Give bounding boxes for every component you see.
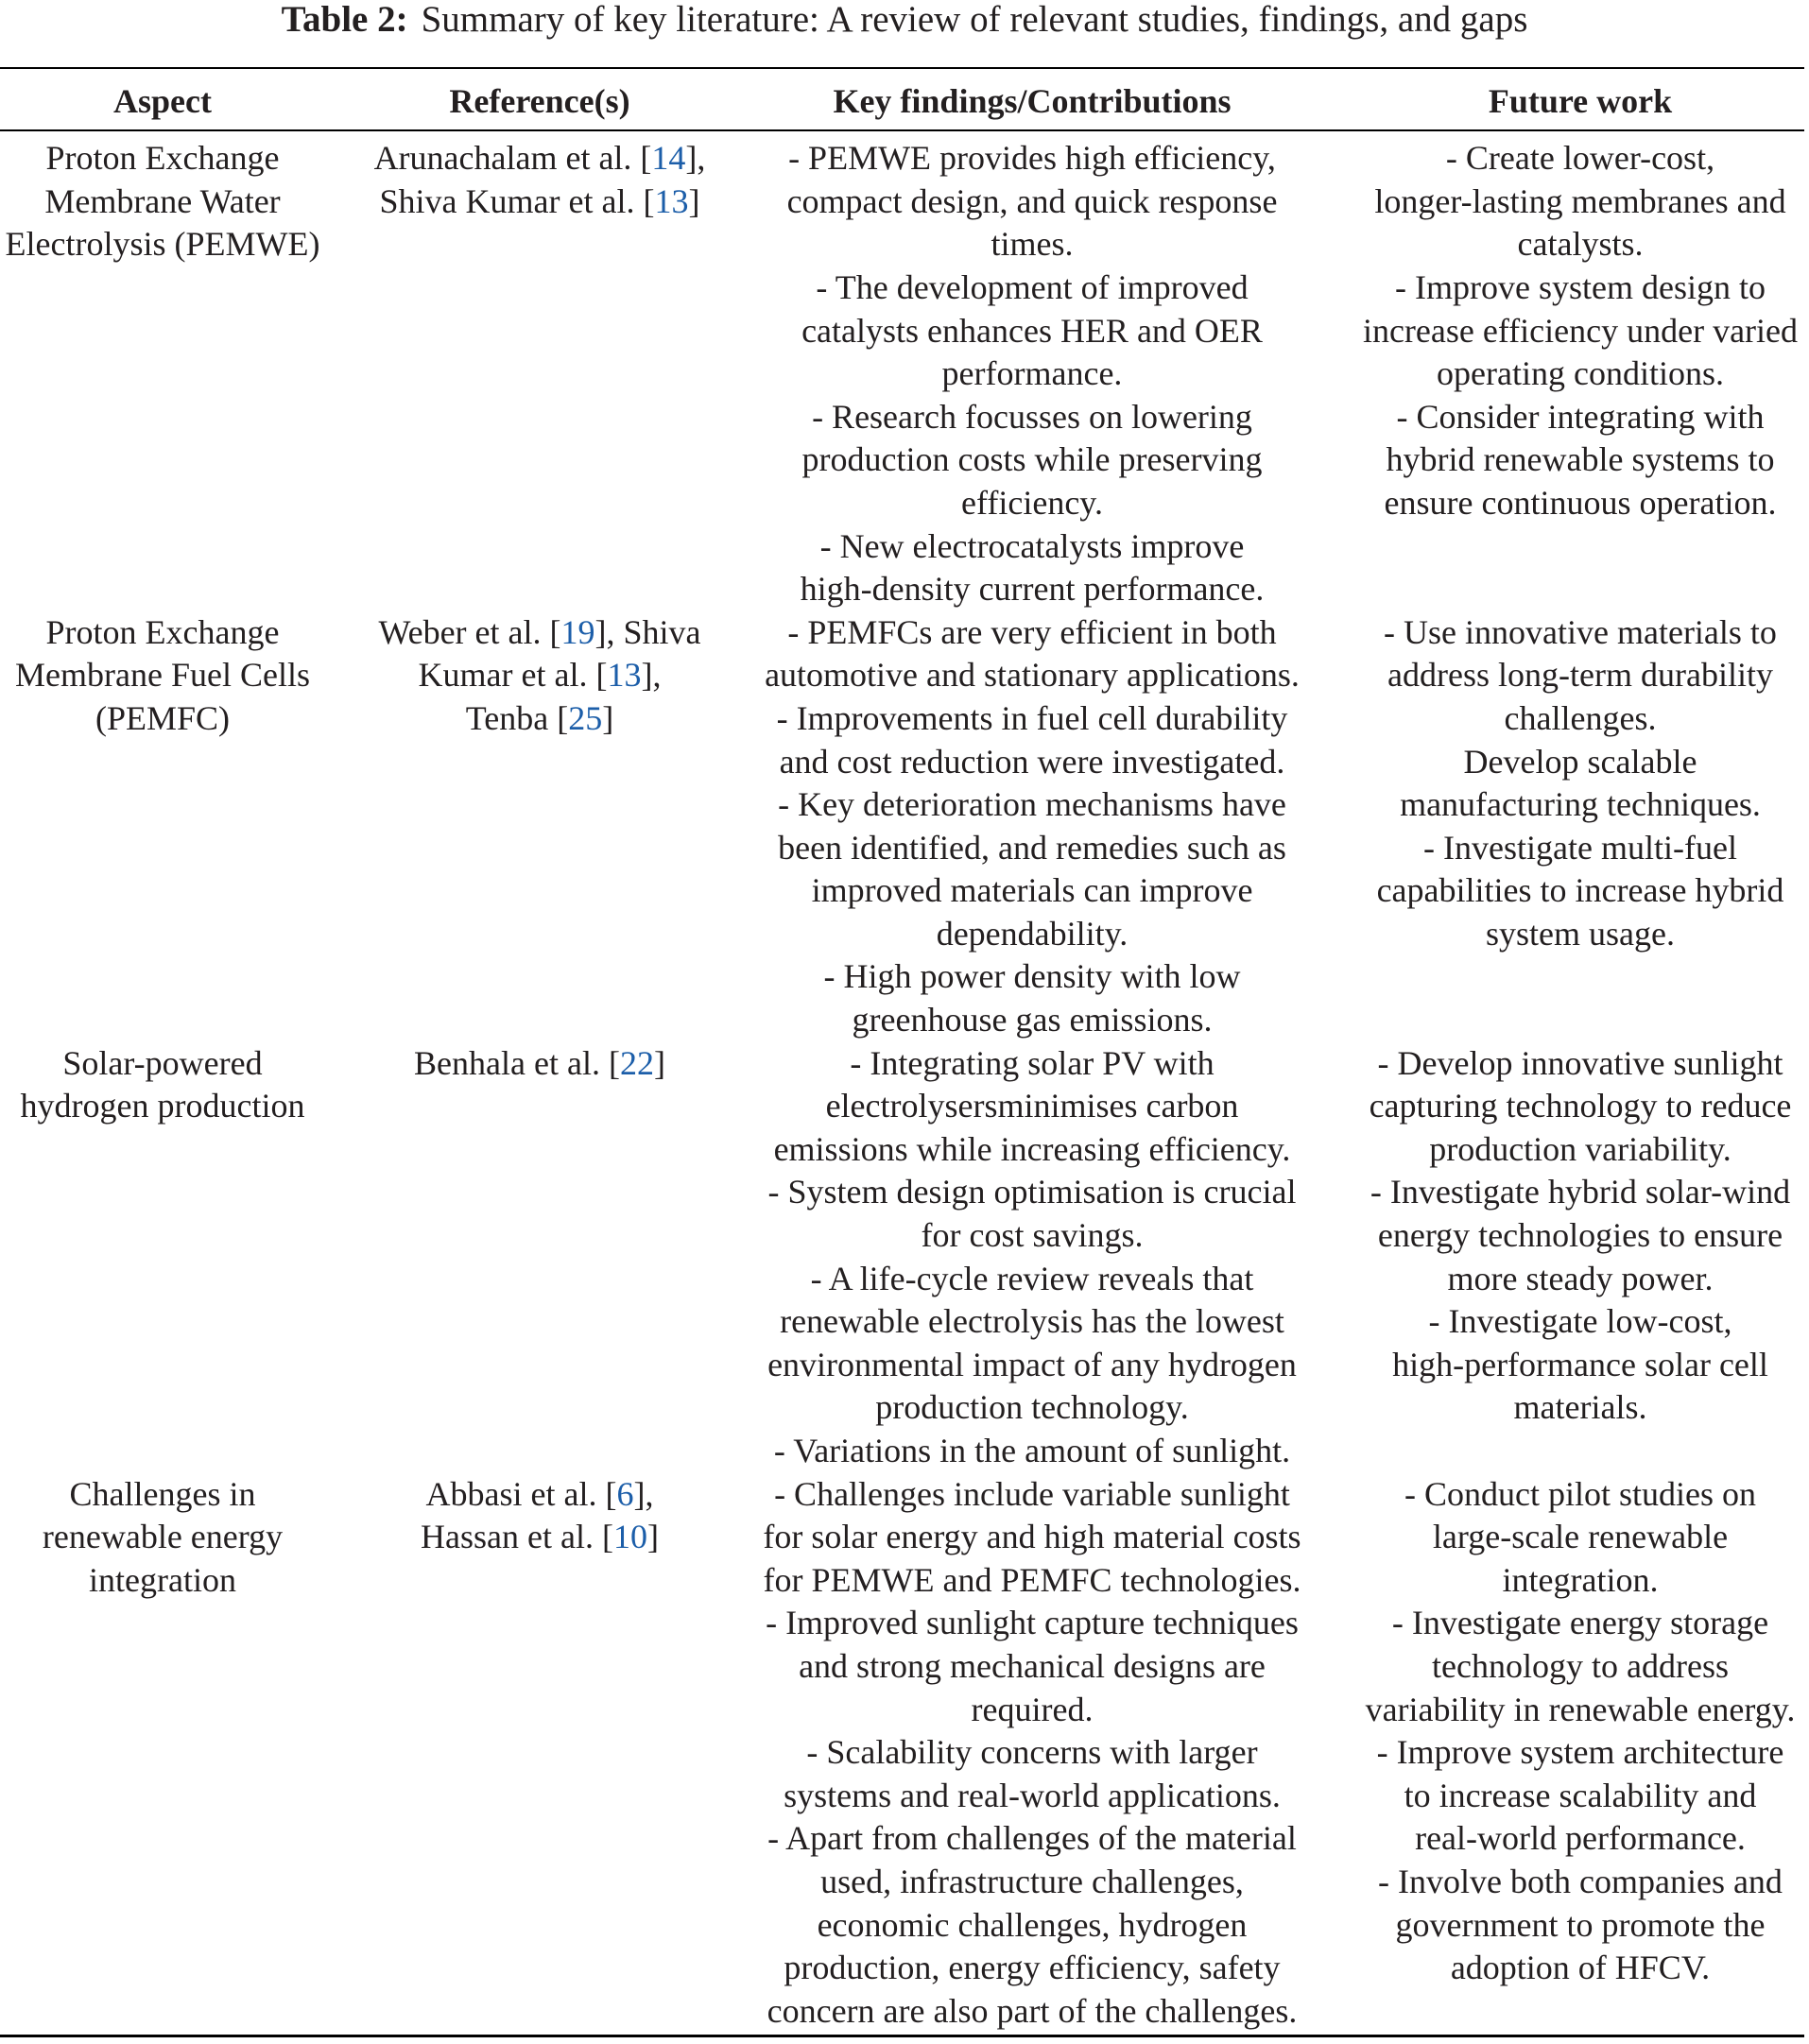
aspect-line: integration: [89, 1560, 236, 1599]
reference-text: Abbasi et al. [: [425, 1474, 617, 1513]
future-work-line: capabilities to increase hybrid: [1376, 871, 1784, 910]
future-work-line: government to promote the: [1395, 1905, 1766, 1944]
cell-future-work: [1310, 1473, 1809, 2034]
finding-line: efficiency.: [961, 483, 1103, 522]
future-work-line: address long-term durability: [1387, 656, 1773, 695]
citation-link[interactable]: 22: [619, 1043, 654, 1082]
cell-references: [325, 1473, 754, 2034]
citation-link[interactable]: 19: [560, 612, 595, 651]
cell-aspect: [0, 611, 325, 1042]
future-work-line: manufacturing techniques.: [1400, 785, 1761, 824]
table-row: [0, 137, 1809, 611]
future-work-line: - Create lower-cost,: [1445, 139, 1715, 178]
cell-future-work: [1310, 1042, 1809, 1473]
future-work-line: materials.: [1513, 1388, 1647, 1427]
aspect-line: (PEMFC): [95, 698, 231, 737]
cell-findings: [754, 137, 1310, 611]
finding-line: required.: [971, 1690, 1094, 1728]
reference-line: [325, 1516, 754, 1559]
finding-line: - Scalability concerns with larger: [806, 1733, 1258, 1772]
aspect-line: Electrolysis (PEMWE): [5, 225, 320, 264]
finding-line: - Research focusses on lowering: [812, 397, 1252, 436]
future-work-line: - Investigate hybrid solar-wind: [1370, 1173, 1791, 1211]
future-work-line: variability in renewable energy.: [1365, 1690, 1796, 1728]
future-work-line: adoption of HFCV.: [1450, 1949, 1711, 1987]
finding-line: been identified, and remedies such as: [778, 828, 1286, 867]
cell-findings: [754, 1042, 1310, 1473]
citation-link[interactable]: 14: [651, 139, 686, 178]
aspect-line: renewable energy: [42, 1518, 284, 1556]
future-work-line: catalysts.: [1517, 225, 1644, 264]
column-header-references: Reference(s): [449, 81, 630, 120]
finding-line: - PEMWE provides high efficiency,: [788, 139, 1276, 178]
table-caption: [0, 0, 1809, 40]
finding-line: - PEMFCs are very efficient in both: [787, 612, 1277, 651]
reference-text: Shiva Kumar et al. [: [379, 181, 655, 220]
reference-line: [325, 697, 754, 741]
future-work-line: real-world performance.: [1415, 1819, 1746, 1858]
aspect-line: Membrane Fuel Cells: [15, 656, 310, 695]
reference-text: Weber et al. [: [378, 612, 561, 651]
future-work-line: ensure continuous operation.: [1384, 483, 1777, 522]
cell-references: [325, 1042, 754, 1473]
reference-line: [325, 654, 754, 697]
reference-text: Arunachalam et al. [: [373, 139, 652, 178]
future-work-line: operating conditions.: [1437, 354, 1724, 393]
aspect-line: Challenges in: [69, 1474, 256, 1513]
column-header-findings: Key findings/Contributions: [833, 81, 1232, 120]
future-work-line: production variability.: [1429, 1129, 1731, 1168]
finding-line: performance.: [941, 354, 1123, 393]
reference-line: [325, 180, 754, 224]
finding-line: - High power density with low: [823, 957, 1241, 996]
future-work-line: - Improve system architecture: [1376, 1733, 1784, 1772]
future-work-line: challenges.: [1504, 698, 1657, 737]
finding-line: concern are also part of the challenges.: [767, 1991, 1298, 2030]
reference-text: ], Shiva: [594, 612, 701, 651]
citation-link[interactable]: 6: [616, 1474, 634, 1513]
citation-link[interactable]: 10: [612, 1518, 647, 1556]
table-header: [0, 69, 1809, 129]
future-work-line: technology to address: [1432, 1646, 1729, 1685]
reference-text: ]: [653, 1043, 665, 1082]
reference-text: Kumar et al. [: [418, 656, 608, 695]
cell-future-work: [1310, 611, 1809, 1042]
finding-line: and cost reduction were investigated.: [779, 742, 1285, 781]
finding-line: high-density current performance.: [800, 570, 1265, 609]
finding-line: production costs while preserving: [801, 440, 1263, 479]
future-work-line: more steady power.: [1447, 1259, 1714, 1297]
column-header-future-work: Future work: [1488, 81, 1673, 120]
aspect-line: Proton Exchange: [45, 139, 280, 178]
finding-line: - Improved sunlight capture techniques: [766, 1604, 1299, 1642]
aspect-line: Solar-powered: [62, 1043, 263, 1082]
future-work-line: - Investigate energy storage: [1391, 1604, 1769, 1642]
future-work-line: to increase scalability and: [1404, 1776, 1757, 1814]
reference-text: Tenba [: [465, 698, 569, 737]
future-work-line: capturing technology to reduce: [1369, 1087, 1792, 1125]
reference-text: ],: [633, 1474, 654, 1513]
finding-line: dependability.: [936, 914, 1128, 953]
cell-references: [325, 137, 754, 611]
cell-future-work: [1310, 137, 1809, 611]
reference-line: [325, 1473, 754, 1517]
column-header-aspect: Aspect: [113, 81, 212, 120]
future-work-line: large-scale renewable: [1432, 1518, 1729, 1556]
aspect-line: hydrogen production: [20, 1087, 305, 1125]
finding-line: electrolysersminimises carbon: [825, 1087, 1239, 1125]
finding-line: emissions while increasing efficiency.: [773, 1129, 1291, 1168]
finding-line: for PEMWE and PEMFC technologies.: [763, 1560, 1301, 1599]
finding-line: greenhouse gas emissions.: [852, 1001, 1213, 1039]
reference-text: Hassan et al. [: [421, 1518, 613, 1556]
finding-line: production, energy efficiency, safety: [784, 1949, 1281, 1987]
reference-text: ],: [641, 656, 662, 695]
finding-line: - Improvements in fuel cell durability: [776, 698, 1288, 737]
finding-line: - Variations in the amount of sunlight.: [773, 1432, 1291, 1469]
finding-line: times.: [991, 225, 1074, 264]
reference-text: Benhala et al. [: [414, 1043, 620, 1082]
finding-line: for solar energy and high material costs: [763, 1518, 1301, 1556]
header-rule: [0, 129, 1804, 131]
citation-link[interactable]: 13: [654, 181, 689, 220]
finding-line: for cost savings.: [921, 1216, 1144, 1255]
reference-line: [325, 611, 754, 655]
reference-line: [325, 1042, 754, 1086]
aspect-line: Membrane Water: [44, 181, 281, 220]
bottom-rule: [0, 2035, 1804, 2037]
future-work-line: - Investigate multi-fuel: [1423, 828, 1737, 867]
reference-text: ]: [688, 181, 700, 220]
finding-line: - The development of improved: [816, 267, 1249, 306]
finding-line: - Challenges include variable sunlight: [774, 1474, 1290, 1513]
finding-line: - A life-cycle review reveals that: [810, 1259, 1254, 1297]
finding-line: renewable electrolysis has the lowest: [780, 1302, 1284, 1341]
future-work-line: longer-lasting membranes and: [1374, 181, 1786, 220]
cell-aspect: [0, 137, 325, 611]
reference-text: ]: [602, 698, 614, 737]
reference-text: ]: [646, 1518, 659, 1556]
finding-line: - New electrocatalysts improve: [819, 526, 1245, 565]
finding-line: automotive and stationary applications.: [765, 656, 1300, 695]
future-work-line: - Investigate low-cost,: [1428, 1302, 1732, 1341]
table-body: [0, 137, 1809, 2033]
future-work-line: - Use innovative materials to: [1384, 612, 1777, 651]
cell-aspect: [0, 1473, 325, 2034]
reference-text: ],: [685, 139, 706, 178]
cell-findings: [754, 611, 1310, 1042]
cell-aspect: [0, 1042, 325, 1473]
future-work-line: Develop scalable: [1463, 742, 1697, 781]
future-work-line: high-performance solar cell: [1392, 1345, 1768, 1383]
future-work-line: - Consider integrating with: [1396, 397, 1765, 436]
finding-line: - Key deterioration mechanisms have: [778, 785, 1286, 824]
table-caption-label: Table 2:: [281, 0, 408, 40]
future-work-line: integration.: [1502, 1560, 1659, 1599]
finding-line: improved materials can improve: [811, 871, 1253, 910]
citation-link[interactable]: 25: [568, 698, 603, 737]
future-work-line: increase efficiency under varied: [1362, 311, 1799, 350]
table-caption-text: Summary of key literature: A review of relevant studies, findings, and gaps: [421, 0, 1528, 40]
citation-link[interactable]: 13: [607, 656, 642, 695]
finding-line: - Apart from challenges of the material: [767, 1819, 1297, 1858]
future-work-line: - Develop innovative sunlight: [1377, 1043, 1783, 1082]
future-work-line: hybrid renewable systems to: [1386, 440, 1775, 479]
finding-line: - System design optimisation is crucial: [767, 1173, 1297, 1211]
cell-findings: [754, 1473, 1310, 2034]
finding-line: compact design, and quick response: [786, 181, 1278, 220]
future-work-line: - Improve system design to: [1395, 267, 1766, 306]
table-row: [0, 1473, 1809, 2034]
finding-line: - Integrating solar PV with: [850, 1043, 1215, 1082]
table-row: [0, 611, 1809, 1042]
reference-line: [325, 137, 754, 180]
future-work-line: system usage.: [1486, 914, 1675, 953]
finding-line: environmental impact of any hydrogen: [767, 1345, 1297, 1383]
finding-line: used, infrastructure challenges,: [820, 1862, 1244, 1900]
future-work-line: energy technologies to ensure: [1377, 1216, 1783, 1255]
finding-line: economic challenges, hydrogen: [817, 1905, 1248, 1944]
finding-line: systems and real-world applications.: [784, 1776, 1281, 1814]
table-row: [0, 1042, 1809, 1473]
cell-references: [325, 611, 754, 1042]
finding-line: and strong mechanical designs are: [799, 1646, 1266, 1685]
finding-line: catalysts enhances HER and OER: [801, 311, 1263, 350]
aspect-line: Proton Exchange: [45, 612, 280, 651]
finding-line: production technology.: [875, 1388, 1189, 1427]
future-work-line: - Involve both companies and: [1378, 1862, 1783, 1900]
future-work-line: - Conduct pilot studies on: [1404, 1474, 1756, 1513]
